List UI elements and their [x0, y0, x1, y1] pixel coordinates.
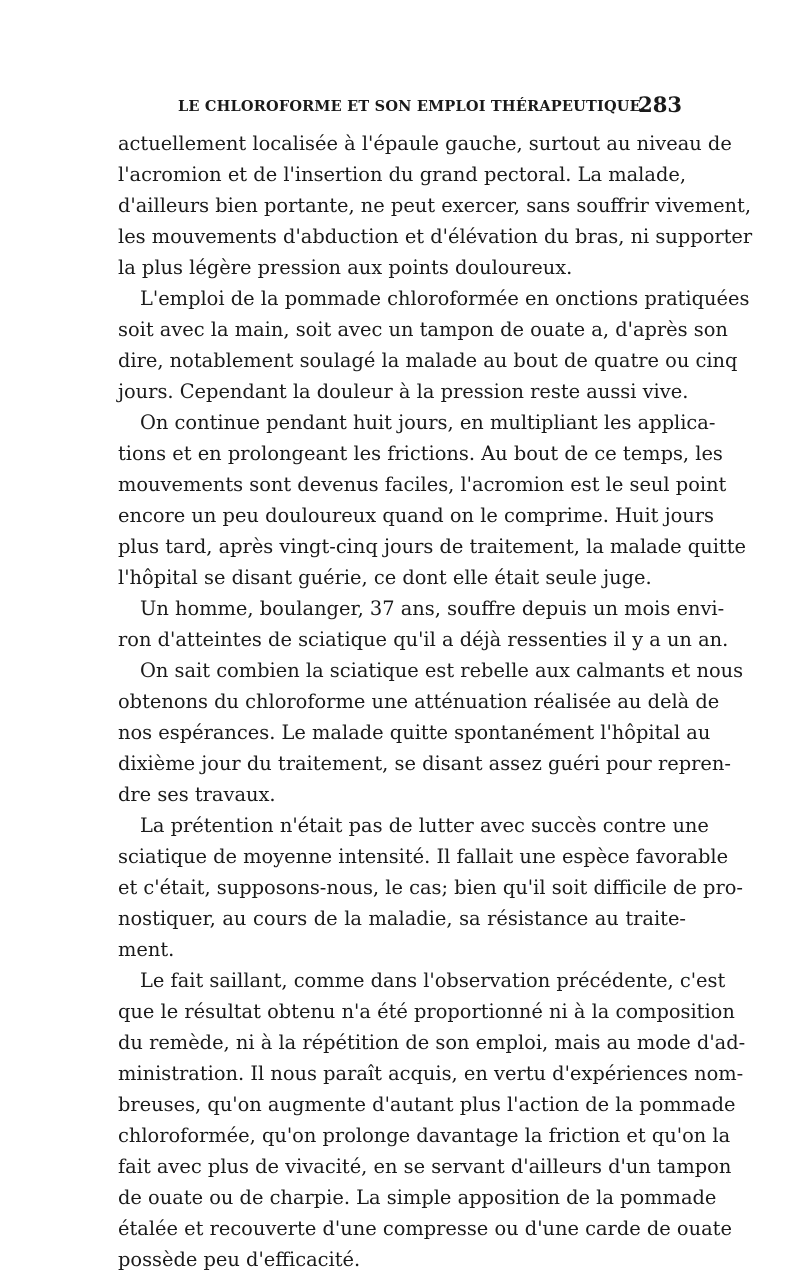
- paragraph-pretention: [118, 810, 743, 965]
- text-line: dixième jour du traitement, se disant assez guéri pour repren-: [118, 752, 731, 775]
- text-line: l'hôpital se disant guérie, ce dont elle était seule juge.: [118, 566, 652, 589]
- body-text: [118, 128, 753, 1275]
- paragraph-shoulder-case-continued: [118, 128, 753, 283]
- text-line: nostiquer, au cours de la maladie, sa résistance au traite-: [118, 907, 686, 930]
- text-line: étalée et recouverte d'une compresse ou d'une carde de ouate: [118, 1217, 732, 1240]
- text-line: du remède, ni à la répétition de son emploi, mais au mode d'ad-: [118, 1031, 746, 1054]
- text-line: d'ailleurs bien portante, ne peut exercer, sans souffrir vivement,: [118, 194, 752, 217]
- text-line: plus tard, après vingt-cinq jours de traitement, la malade quitte: [118, 535, 746, 558]
- text-line: actuellement localisée à l'épaule gauche, surtout au niveau de: [118, 132, 732, 155]
- text-line: soit avec la main, soit avec un tampon de ouate a, d'après son: [118, 318, 728, 341]
- paragraph-sciatica: [118, 655, 744, 810]
- text-line: chloroformée, qu'on prolonge davantage la friction et qu'on la: [118, 1124, 731, 1147]
- text-line: jours. Cependant la douleur à la pression reste aussi vive.: [118, 380, 689, 403]
- text-line: les mouvements d'abduction et d'élévation du bras, ni supporter: [118, 225, 753, 248]
- text-line: ministration. Il nous paraît acquis, en vertu d'expériences nom-: [118, 1062, 744, 1085]
- text-line: nos espérances. Le malade quitte spontanément l'hôpital au: [118, 721, 711, 744]
- text-line: Un homme, boulanger, 37 ans, souffre depuis un mois envi-: [140, 597, 725, 620]
- text-line: breuses, qu'on augmente d'autant plus l'action de la pommade: [118, 1093, 736, 1116]
- text-line: La prétention n'était pas de lutter avec succès contre une: [140, 814, 709, 837]
- paragraph-baker-case: [118, 593, 729, 655]
- text-line: On continue pendant huit jours, en multipliant les applica-: [140, 411, 716, 434]
- text-line: l'acromion et de l'insertion du grand pectoral. La malade,: [118, 163, 686, 186]
- text-line: dre ses travaux.: [118, 783, 276, 806]
- text-line: obtenons du chloroforme une atténuation réalisée au delà de: [118, 690, 720, 713]
- text-line: de ouate ou de charpie. La simple apposition de la pommade: [118, 1186, 717, 1209]
- text-line: ron d'atteintes de sciatique qu'il a déjà ressenties il y a un an.: [118, 628, 729, 651]
- paragraph-fait-saillant: [118, 965, 746, 1275]
- text-line: fait avec plus de vivacité, en se servant d'ailleurs d'un tampon: [118, 1155, 732, 1178]
- text-line: On sait combien la sciatique est rebelle aux calmants et nous: [140, 659, 744, 682]
- text-line: L'emploi de la pommade chloroformée en onctions pratiquées: [140, 287, 750, 310]
- text-line: sciatique de moyenne intensité. Il fallait une espèce favorable: [118, 845, 729, 868]
- page-number: 283: [638, 92, 682, 117]
- text-line: Le fait saillant, comme dans l'observation précédente, c'est: [140, 969, 726, 992]
- text-line: que le résultat obtenu n'a été proportionné ni à la composition: [118, 1000, 735, 1023]
- paragraph-ointment-use: [118, 283, 750, 407]
- text-line: et c'était, supposons-nous, le cas; bien qu'il soit difficile de pro-: [118, 876, 743, 899]
- text-line: mouvements sont devenus faciles, l'acromion est le seul point: [118, 473, 727, 496]
- text-line: possède peu d'efficacité.: [118, 1248, 361, 1271]
- running-title: LE CHLOROFORME ET SON EMPLOI THÉRAPEUTIQUE.: [178, 98, 647, 115]
- running-head: [118, 92, 686, 126]
- text-line: la plus légère pression aux points douloureux.: [118, 256, 573, 279]
- text-line: tions et en prolongeant les frictions. Au bout de ce temps, les: [118, 442, 723, 465]
- text-line: ment.: [118, 938, 175, 961]
- paragraph-eight-days: [118, 407, 746, 593]
- text-line: encore un peu douloureux quand on le comprime. Huit jours: [118, 504, 714, 527]
- text-line: dire, notablement soulagé la malade au bout de quatre ou cinq: [118, 349, 738, 372]
